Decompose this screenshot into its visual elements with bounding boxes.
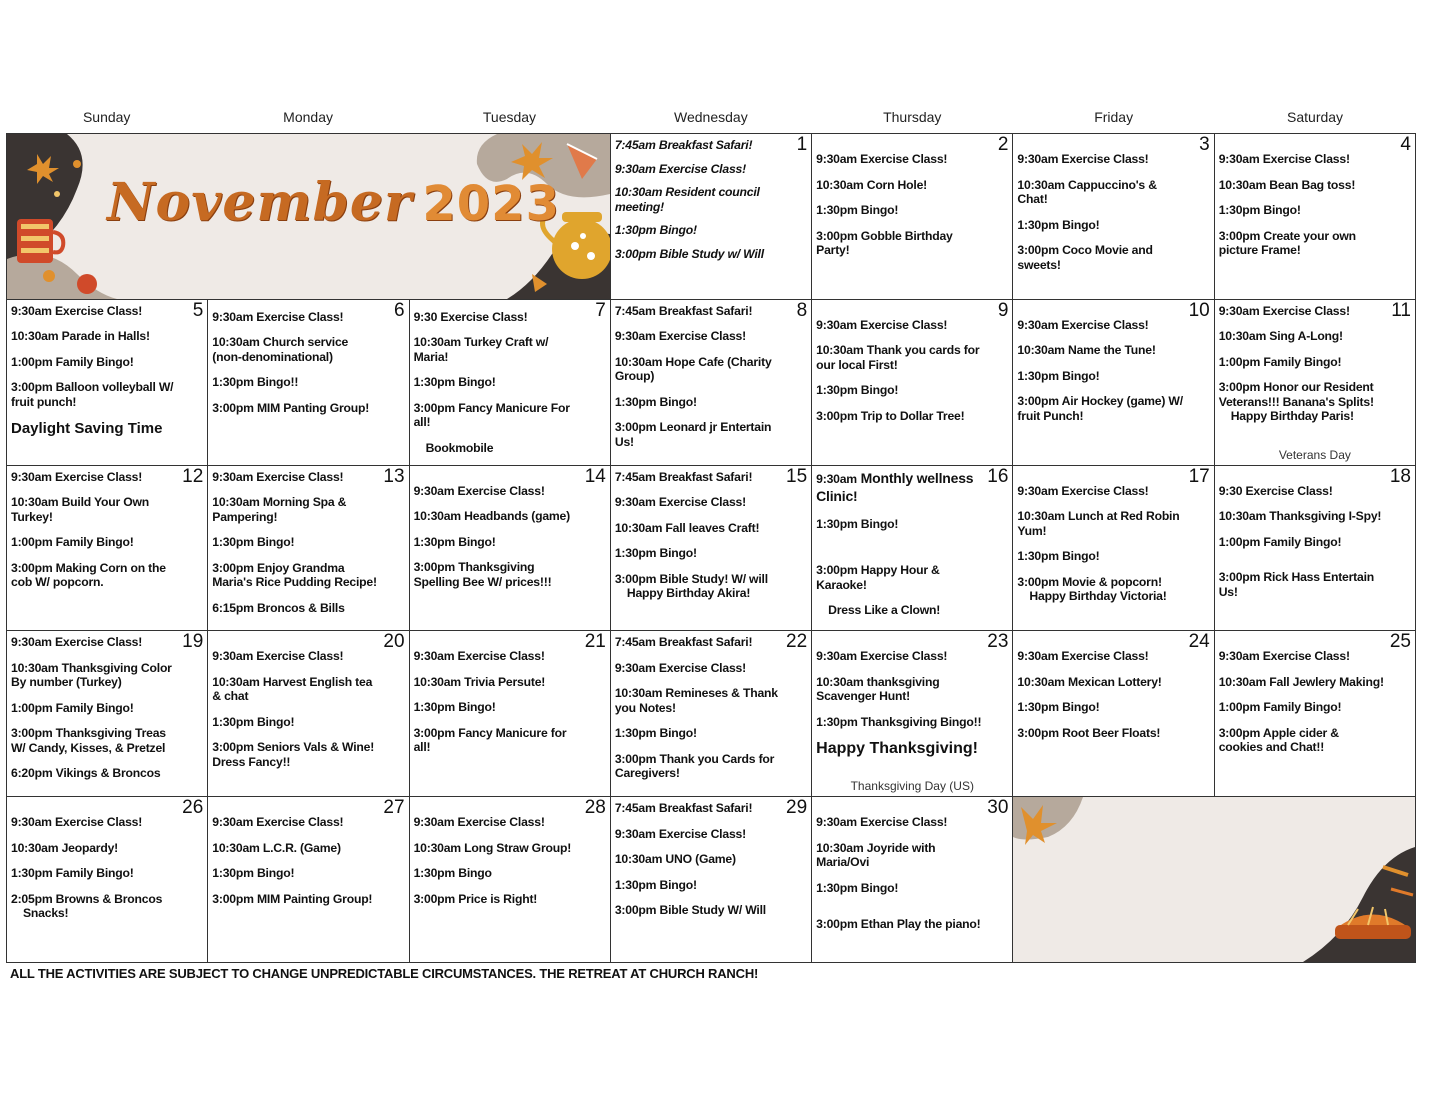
event-item: 10:30am Joyride with Maria/Ovi — [816, 840, 936, 870]
event-item: 1:30pm Bingo! — [614, 394, 697, 409]
event-item: 1:30pm Bingo! — [1218, 203, 1301, 217]
day-number: 24 — [1188, 631, 1210, 653]
event-item: 10:30am Fall leaves Craft! — [614, 520, 760, 535]
event-item: 9:30am Exercise Class! — [212, 309, 344, 324]
event-item: 10:30am Thanksgiving Color By number (Turkey) — [11, 660, 172, 690]
weekday-monday: Monday — [283, 109, 333, 125]
event-item: 2:05pm Browns & Broncos — [11, 891, 163, 906]
calendar-grid — [6, 133, 1416, 963]
event-item: 10:30am Thank you cards for our local First! — [816, 343, 980, 372]
event-item: 9:30am Exercise Class! — [413, 815, 545, 830]
event-item: 1:30pm Bingo! — [1017, 549, 1100, 564]
event-item: 10:30am Lunch at Red Robin Yum! — [1017, 509, 1180, 538]
event-item: 10:30am Parade in Halls! — [11, 329, 150, 344]
month-banner — [7, 134, 611, 300]
event-item: 10:30am Morning Spa & Pampering! — [212, 495, 347, 524]
event-item: 10:30am L.C.R. (Game) — [212, 840, 341, 855]
event-item: 3:00pm Thanksgiving Spelling Bee W/ prices!!! — [413, 560, 552, 589]
event-item: 10:30am Turkey Craft w/ Maria! — [413, 335, 549, 364]
event-item: 10:30am Headbands (game) — [413, 509, 570, 524]
weekday-header-row — [6, 106, 1416, 130]
day-cell-17 — [1013, 466, 1214, 632]
day-number: 5 — [192, 299, 204, 321]
event-item: 1:30pm Bingo — [413, 866, 492, 881]
event-item: 7:45am Breakfast Safari! — [614, 138, 753, 152]
banner-year: 2023 — [422, 176, 560, 232]
day-number: 23 — [987, 631, 1009, 653]
event-item: 1:30pm Bingo! — [816, 383, 899, 398]
weekday-saturday: Saturday — [1287, 109, 1344, 125]
day-number: 27 — [383, 797, 405, 819]
day-number: 4 — [1400, 134, 1411, 155]
day-cell-14 — [410, 466, 611, 632]
event-item: 9:30am Exercise Class! — [614, 161, 746, 176]
day-cell-1 — [611, 134, 812, 300]
event-item: 9:30am Exercise Class! — [816, 152, 948, 166]
event-item: 1:00pm Family Bingo! — [11, 700, 134, 715]
event-item: 1:30pm Bingo! — [1017, 700, 1100, 715]
event-item: 9:30am Exercise Class! — [11, 303, 143, 318]
day-number: 6 — [393, 299, 405, 321]
event-title: Monthly wellness Clinic! — [816, 469, 974, 504]
event-item: 1:30pm Bingo! — [614, 546, 697, 561]
event-item: 3:00pm Thanksgiving Treas W/ Candy, Kisses, & Pretzel — [11, 726, 166, 755]
day-cell-18 — [1215, 466, 1416, 632]
event-item: 1:30pm Bingo! — [413, 375, 496, 390]
event-item: 10:30am Sing A-Long! — [1218, 329, 1343, 344]
day-cell-4 — [1215, 134, 1416, 300]
event-item: 7:45am Breakfast Safari! — [614, 303, 753, 318]
weekday-wednesday: Wednesday — [674, 109, 748, 125]
event-item: 1:30pm Bingo! — [816, 203, 899, 217]
event-item: 3:00pm Price is Right! — [413, 891, 538, 906]
event-item: 9:30am Exercise Class! — [11, 635, 143, 650]
event-item: 6:20pm Vikings & Broncos — [11, 766, 161, 781]
event-item: 3:00pm Trip to Dollar Tree! — [816, 408, 965, 423]
weekday-thursday: Thursday — [883, 109, 942, 125]
holiday-label: Veterans Day — [1278, 447, 1351, 462]
event-item: 3:00pm Coco Movie and sweets! — [1017, 243, 1153, 272]
event-item: 9:30am Exercise Class! — [1017, 649, 1149, 664]
event-item: 10:30am Long Straw Group! — [413, 840, 572, 855]
day-number: 9 — [997, 299, 1009, 321]
day-cell-27 — [208, 797, 409, 963]
event-item: 3:00pm Honor our Resident Veterans!!! Banana's Splits! — [1218, 380, 1374, 409]
day-number: 12 — [182, 465, 204, 487]
event-item: 10:30am Build Your Own Turkey! — [11, 495, 150, 524]
event-item: 3:00pm Balloon volleyball W/ fruit punch! — [11, 380, 174, 409]
day-cell-25 — [1215, 631, 1416, 797]
event-item: 1:30pm Bingo! — [212, 535, 295, 550]
day-cell-22 — [611, 631, 812, 797]
event-item: 9:30am Exercise Class! — [1218, 152, 1350, 166]
event-item: 1:30pm Bingo! — [614, 877, 697, 892]
day-cell-28 — [410, 797, 611, 963]
event-item: 9:30am Exercise Class! — [1017, 483, 1149, 498]
event-item: 7:45am Breakfast Safari! — [614, 469, 753, 484]
event-item: 1:00pm Family Bingo! — [1218, 354, 1342, 369]
day-number: 2 — [997, 134, 1009, 155]
day-number: 3 — [1199, 134, 1210, 155]
event-item: 1:30pm Bingo! — [212, 866, 295, 881]
day-cell-21 — [410, 631, 611, 797]
event-item: 1:00pm Family Bingo! — [1218, 700, 1342, 715]
daylight-saving-note: Daylight Saving Time — [11, 420, 163, 438]
event-item: 9:30am Exercise Class! — [413, 649, 545, 664]
day-number: 18 — [1389, 465, 1411, 487]
birthday-note: Happy Birthday Akira! — [626, 586, 751, 601]
event-item: 3:00pm Happy Hour & Karaoke! — [816, 563, 940, 592]
event-item: 10:30am Harvest English tea & chat — [212, 674, 373, 704]
day-number: 8 — [796, 299, 808, 321]
event-item: 9:30am Exercise Class! — [212, 815, 344, 830]
event-item: 9:30am Exercise Class! — [1218, 303, 1350, 318]
day-number: 10 — [1188, 299, 1210, 321]
event-item: 1:30pm Bingo! — [816, 880, 899, 895]
day-cell-16 — [812, 466, 1013, 632]
event-item: 1:30pm Bingo!! — [212, 375, 299, 390]
event-item: 10:30am Bean Bag toss! — [1218, 177, 1356, 192]
event-item: 10:30am Cappuccino's & Chat! — [1017, 177, 1157, 206]
event-item: 7:45am Breakfast Safari! — [614, 801, 753, 816]
event-time: 9:30am — [816, 471, 857, 486]
event-item: 1:30pm Bingo! — [614, 726, 697, 741]
event-item: 10:30am UNO (Game) — [614, 852, 736, 867]
event-item: 9:30 Exercise Class! — [413, 309, 528, 324]
event-item: 3:00pm Leonard jr Entertain Us! — [614, 420, 772, 449]
day-cell-29 — [611, 797, 812, 963]
event-item: 9:30am Exercise Class! — [614, 826, 746, 841]
event-item: 10:30am thanksgiving Scavenger Hunt! — [816, 674, 940, 704]
event-item: 3:00pm MIM Painting Group! — [212, 891, 373, 906]
event-item: 1:30pm Bingo! — [1017, 368, 1100, 383]
day-number: 15 — [786, 465, 808, 487]
day-cell-26 — [7, 797, 208, 963]
footer-disclaimer: ALL THE ACTIVITIES ARE SUBJECT TO CHANGE UNPREDICTABLE CIRCUMSTANCES. THE RETREAT AT CHURCH RANCH! — [10, 966, 759, 981]
event-item: 9:30am Exercise Class! — [11, 469, 143, 484]
day-number: 13 — [383, 465, 405, 487]
event-item: 1:30pm Bingo! — [212, 714, 295, 729]
event-item: 9:30am Exercise Class! — [1218, 649, 1350, 664]
day-cell-10 — [1013, 300, 1214, 466]
day-number: 11 — [1391, 299, 1411, 321]
birthday-note: Happy Birthday Victoria! — [1029, 589, 1167, 604]
snacks-note: Snacks! — [23, 906, 69, 921]
pie-decoration-icon — [1013, 797, 1415, 962]
event-item: 3:00pm Enjoy Grandma Maria's Rice Pudding Recipe! — [212, 560, 377, 590]
event-item: 1:30pm Thanksgiving Bingo!! — [816, 714, 982, 729]
day-number: 30 — [987, 797, 1009, 819]
autumn-end-panel — [1013, 797, 1416, 963]
day-number: 7 — [595, 299, 606, 321]
event-item: 10:30am Mexican Lottery! — [1017, 674, 1162, 689]
event-item: 3:00pm Bible Study W/ Will — [614, 903, 766, 918]
event-item: 1:30pm Bingo! — [413, 700, 496, 715]
event-item: 10:30am Thanksgiving I-Spy! — [1218, 509, 1382, 524]
event-item: 10:30am Name the Tune! — [1017, 343, 1156, 358]
event-item: 3:00pm Air Hockey (game) W/ fruit Punch! — [1017, 394, 1183, 423]
event-item: 3:00pm Fancy Manicure For all! — [413, 400, 570, 430]
day-cell-13 — [208, 466, 409, 632]
day-cell-12 — [7, 466, 208, 632]
banner-month: November — [107, 172, 413, 233]
event-item: 3:00pm Bible Study! W/ will — [614, 571, 768, 586]
event-item: 10:30am Corn Hole! — [816, 177, 928, 192]
holiday-label: Thanksgiving Day (US) — [850, 779, 974, 794]
event-item: 9:30 Exercise Class! — [1218, 483, 1333, 498]
event-item: 9:30am Exercise Class! — [11, 815, 143, 830]
event-item: 1:00pm Family Bingo! — [11, 535, 134, 550]
event-item: 10:30am Jeopardy! — [11, 840, 119, 855]
event-item: 1:30pm Bingo! — [1017, 217, 1100, 232]
event-item: 9:30am Exercise Class! — [212, 469, 344, 484]
day-number: 29 — [786, 797, 808, 819]
event-item: 9:30am Exercise Class! — [1017, 152, 1149, 166]
event-item: 7:45am Breakfast Safari! — [614, 635, 753, 650]
event-item: 3:00pm Bible Study w/ Will — [614, 246, 764, 261]
event-item: 9:30am Exercise Class! — [816, 649, 948, 664]
event-item: 10:30am Church service (non-denominational) — [212, 335, 349, 364]
day-cell-5 — [7, 300, 208, 466]
event-item: 1:30pm Bingo! — [816, 516, 899, 531]
day-cell-8 — [611, 300, 812, 466]
event-item: 10:30am Fall Jewlery Making! — [1218, 674, 1384, 689]
event-item: 6:15pm Broncos & Bills — [212, 600, 345, 615]
event-item: 3:00pm Seniors Vals & Wine! Dress Fancy!! — [212, 740, 375, 769]
event-item: 10:30am Resident council meeting! — [614, 185, 760, 214]
weekday-tuesday: Tuesday — [482, 109, 537, 125]
event-item: 3:00pm Create your own picture Frame! — [1218, 228, 1356, 257]
day-number: 19 — [182, 631, 204, 653]
event-item: 1:30pm Family Bingo! — [11, 866, 134, 881]
event-item: 10:30am Trivia Persute! — [413, 674, 546, 689]
bookmobile-note: Bookmobile — [425, 440, 494, 455]
day-cell-9 — [812, 300, 1013, 466]
day-number: 14 — [584, 465, 606, 487]
event-item: 1:30pm Bingo! — [614, 223, 697, 237]
event-item: 9:30am Exercise Class! — [816, 317, 948, 332]
event-item: 3:00pm Gobble Birthday Party! — [816, 228, 953, 257]
day-cell-3 — [1013, 134, 1214, 300]
weekday-sunday: Sunday — [82, 109, 131, 125]
event-item: 9:30am Exercise Class! — [614, 495, 746, 510]
day-cell-7 — [410, 300, 611, 466]
weekday-friday: Friday — [1094, 109, 1134, 125]
day-cell-24 — [1013, 631, 1214, 797]
day-number: 22 — [786, 631, 808, 653]
event-item: 3:00pm MIM Panting Group! — [212, 400, 370, 415]
event-item: 1:30pm Bingo! — [413, 534, 496, 549]
dress-up-note: Dress Like a Clown! — [828, 603, 941, 618]
day-cell-30 — [812, 797, 1013, 963]
event-item: 3:00pm Apple cider & cookies and Chat!! — [1218, 725, 1339, 755]
event-item: 9:30am Exercise Class! — [413, 483, 545, 498]
day-number: 17 — [1188, 465, 1210, 487]
day-cell-2 — [812, 134, 1013, 300]
day-cell-19 — [7, 631, 208, 797]
day-number: 25 — [1389, 631, 1411, 653]
event-item: 3:00pm Ethan Play the piano! — [816, 917, 981, 932]
event-item: 3:00pm Rick Hass Entertain Us! — [1218, 570, 1375, 599]
event-item: 3:00pm Fancy Manicure for all! — [413, 725, 567, 755]
day-cell-15 — [611, 466, 812, 632]
event-item: 1:00pm Family Bingo! — [1218, 534, 1342, 549]
event-item: 1:00pm Family Bingo! — [11, 354, 134, 369]
event-item: 9:30am Exercise Class! — [212, 649, 344, 664]
event-item: 10:30am Hope Cafe (Charity Group) — [614, 354, 772, 384]
event-item: 9:30am Exercise Class! — [1017, 317, 1149, 332]
day-number: 26 — [182, 797, 204, 819]
birthday-note: Happy Birthday Paris! — [1230, 409, 1354, 424]
day-cell-11 — [1215, 300, 1416, 466]
day-cell-20 — [208, 631, 409, 797]
event-item: 9:30am Exercise Class! — [816, 815, 948, 830]
day-number: 16 — [987, 465, 1009, 487]
event-item: 3:00pm Making Corn on the cob W/ popcorn. — [11, 560, 166, 590]
event-item: 9:30am Exercise Class! — [614, 329, 746, 344]
event-item: 3:00pm Root Beer Floats! — [1017, 725, 1161, 740]
day-number: 21 — [584, 631, 606, 653]
event-item: 3:00pm Movie & popcorn! — [1017, 574, 1162, 589]
thanksgiving-note: Happy Thanksgiving! — [816, 740, 978, 758]
event-item: 3:00pm Thank you Cards for Caregivers! — [614, 751, 775, 781]
day-number: 28 — [584, 797, 606, 819]
event-item: 9:30am Exercise Class! — [614, 660, 746, 675]
wellness-clinic-event — [816, 470, 983, 505]
day-number: 20 — [383, 631, 405, 653]
banner-title — [107, 172, 560, 233]
day-cell-23 — [812, 631, 1013, 797]
event-item: 10:30am Remineses & Thank you Notes! — [614, 686, 778, 715]
day-cell-6 — [208, 300, 409, 466]
day-number: 1 — [796, 134, 808, 155]
